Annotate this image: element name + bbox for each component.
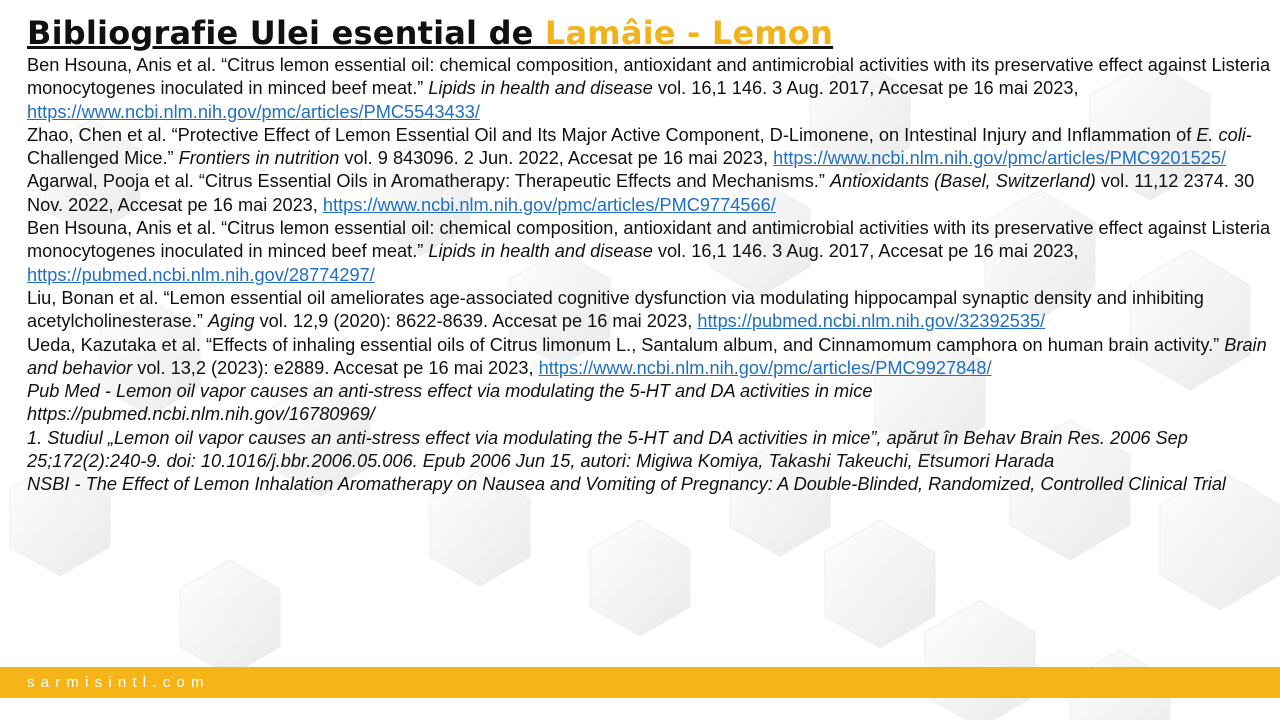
reference-item — [27, 54, 1273, 124]
title-main: Bibliografie Ulei esential de — [27, 14, 545, 52]
reference-journal: Lipids in health and disease — [428, 78, 653, 99]
reference-text: Agarwal, Pooja et al. “Citrus Essential Oils in Aromatherapy: Therapeutic Effects and Mechanisms.” — [27, 171, 830, 192]
title-accent: Lamâie - Lemon — [544, 14, 834, 52]
reference-text: Liu, Bonan et al. “Lemon essential oil ameliorates age-associated cognitive dysfunction via modulating hippocampal synaptic density and inhibiting acetylcholinesterase.” — [27, 287, 1204, 332]
reference-text: Ben Hsouna, Anis et al. “Citrus lemon essential oil: chemical composition, antioxidant and antimicrobial activities with its preservative effect against Listeria monocytogenes inoculated in minced beef meat.” — [27, 218, 1271, 262]
reference-journal: Antioxidants (Basel, Switzerland) — [829, 171, 1096, 192]
reference-journal: Brain and behavior — [27, 334, 1267, 378]
reference-details: vol. 9 843096. 2 Jun. 2022, Accesat pe 16 mai 2023, — [339, 148, 774, 169]
reference-list — [27, 54, 1273, 497]
reference-link[interactable]: https://pubmed.ncbi.nlm.nih.gov/28774297/ — [27, 264, 375, 285]
reference-text-cont: -Challenged Mice.” — [27, 124, 1252, 169]
reference-text: Ben Hsouna, Anis et al. “Citrus lemon essential oil: chemical composition, antioxidant and antimicrobial activities with its preservative effect against Listeria monocytogenes inoculated in minced beef meat.” — [27, 55, 1271, 99]
reference-item — [27, 124, 1273, 171]
footer-bar — [0, 667, 1280, 698]
reference-link[interactable]: https://pubmed.ncbi.nlm.nih.gov/32392535/ — [697, 311, 1046, 332]
reference-species: E. coli — [1196, 124, 1246, 145]
reference-details: vol. 16,1 146. 3 Aug. 2017, Accesat pe 16 mai 2023, — [652, 78, 1079, 99]
reference-details: vol. 11,12 2374. 30 Nov. 2022, Accesat pe 16 mai 2023, — [27, 171, 1255, 215]
reference-text: Ueda, Kazutaka et al. “Effects of inhaling essential oils of Citrus limonum L., Santalum album, and Cinnamomum camphora on human brain activity.” — [27, 334, 1225, 355]
reference-item — [27, 287, 1273, 334]
reference-details: vol. 13,2 (2023): e2889. Accesat pe 16 mai 2023, — [132, 357, 539, 378]
footer-site: sarmisintl.com — [27, 674, 210, 691]
reference-item — [27, 170, 1273, 217]
study-reference: 1. Studiul „Lemon oil vapor causes an anti-stress effect via modulating the 5-HT and DA activities in mice”, apărut în Behav Brain Res. 2006 Sep 25;172(2):240-9. doi: 10.1016/j.bbr.2006.05.006. Epub 2006 Jun 15, autori: Migiwa Komiya, Takashi Takeuchi, Etsumori Harada — [27, 427, 1188, 472]
reference-journal: Frontiers in nutrition — [178, 148, 340, 169]
page-title — [27, 14, 833, 52]
reference-journal: Lipids in health and disease — [428, 241, 653, 262]
reference-text: Zhao, Chen et al. “Protective Effect of Lemon Essential Oil and Its Major Active Component, D-Limonene, on Intestinal Injury and Inflammation of — [27, 124, 1197, 145]
reference-link[interactable]: https://www.ncbi.nlm.nih.gov/pmc/articles/PMC9201525/ — [773, 148, 1227, 169]
reference-details: vol. 16,1 146. 3 Aug. 2017, Accesat pe 16 mai 2023, — [652, 241, 1079, 262]
reference-link[interactable]: https://www.ncbi.nlm.nih.gov/pmc/articles/PMC5543433/ — [27, 101, 480, 122]
reference-details: vol. 12,9 (2020): 8622-8639. Accesat pe 16 mai 2023, — [254, 311, 698, 332]
reference-journal: Aging — [207, 311, 255, 332]
reference-link[interactable]: https://www.ncbi.nlm.nih.gov/pmc/articles/PMC9774566/ — [322, 194, 776, 215]
pubmed-reference — [27, 380, 1273, 427]
reference-item — [27, 334, 1273, 381]
pubmed-reference-title: Pub Med - Lemon oil vapor causes an anti-stress effect via modulating the 5-HT and DA activities in mice — [27, 381, 873, 402]
nsbi-reference: NSBI - The Effect of Lemon Inhalation Aromatherapy on Nausea and Vomiting of Pregnancy: A Double-Blinded, Randomized, Controlled Clinical Trial — [27, 474, 1226, 495]
reference-item — [27, 217, 1273, 287]
reference-link[interactable]: https://www.ncbi.nlm.nih.gov/pmc/articles/PMC9927848/ — [538, 357, 992, 378]
pubmed-reference-url: https://pubmed.ncbi.nlm.nih.gov/16780969/ — [27, 404, 375, 425]
